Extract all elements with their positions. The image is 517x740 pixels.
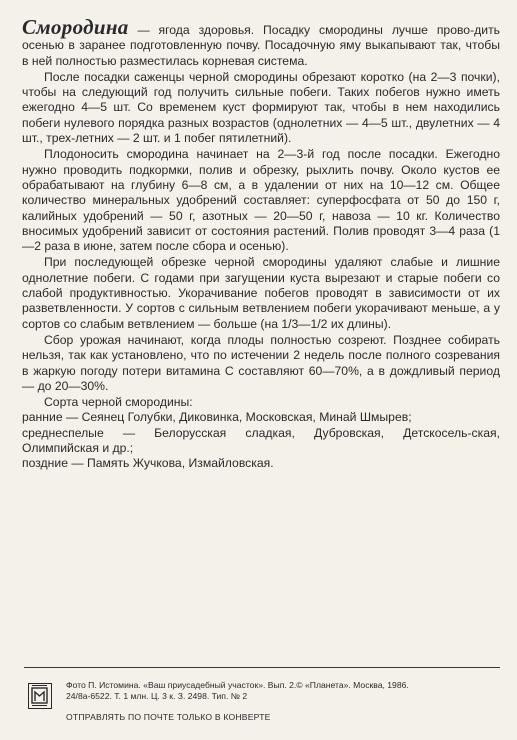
imprint-credits: Фото П. Истомина. «Ваш приусадебный участок». Вып. 2.© «Планета». Москва, 1986. — [66, 680, 409, 690]
article-title: Смородина — [22, 15, 129, 39]
intro-paragraph — [22, 15, 500, 69]
publisher-logo-icon — [28, 683, 52, 709]
mailing-notice: ОТПРАВЛЯТЬ ПО ПОЧТЕ ТОЛЬКО В КОНВЕРТЕ — [66, 712, 271, 722]
variety-mid: среднеспелые — Белорусская сладкая, Дубровская, Детскосель-ская, Олимпийская и др.; — [22, 425, 500, 456]
varieties-list — [22, 410, 500, 471]
imprint-print-data: 24/8а-6522. Т. 1 млн. Ц. 3 к. З. 2498. Тип. № 2 — [66, 691, 248, 701]
intro-text: — ягода здоровья. Посадку смородины лучше прово-дить осенью в заранее подготовленную почву. Посадочную яму выкапывают так, чтобы в ней полностью разместилась корневая система. — [22, 23, 500, 68]
paragraph-fruiting: Плодоносить смородина начинает на 2—3-й год после посадки. Ежегодно нужно проводить подкормки, полив и обрезку, рыхлить почву. Около кустов ее обрабатывают на глубину 6—8 см, а в удалении от них на 10—12 см. Общее количество минеральных удобрений составляет: суперфосфата от 50 до 150 г, калийных удобрений — 50 г, азотных — 20—50 г, навоза — 10 кг. Количество вносимых удобрений зависит от состояния растений. Полив проводят 3—4 раза (1—2 раза в июне, затем после сбора и осенью). — [22, 147, 500, 254]
divider-line — [24, 667, 500, 668]
varieties-heading: Сорта черной смородины: — [44, 395, 193, 410]
imprint — [66, 680, 496, 702]
paragraph-planting: После посадки саженцы черной смородины обрезают коротко (на 2—3 почки), чтобы на следующий год получить сильные побеги. Таких побегов нужно иметь ежегодно 4—5 шт. Со временем куст формируют так, чтобы в нем находились побеги нулевого порядка разных возрастов (однолетних — 4—5 шт., двулетних — 4 шт., трех-летних — 2 шт. и 1 побег пятилетний). — [22, 69, 500, 146]
article-text — [22, 15, 500, 472]
paragraph-harvest: Сбор урожая начинают, когда плоды полностью созреют. Позднее собирать нельзя, так как установлено, что по истечении 2 недель после полного созревания в жаркую погоду потери витамина С составляют 60—70%, а в дождливый период — до 20—30%. — [22, 332, 500, 393]
variety-late: поздние — Память Жучкова, Измайловская. — [22, 456, 274, 471]
paragraph-pruning: При последующей обрезке черной смородины удаляют слабые и лишние однолетние побеги. С годами при загущении куста вырезают и старые побеги со слабой продуктивностью. Укорачивание побегов проводят в зависимости от их разветвленности. У сортов с сильным ветвлением побеги укорачивают меньше, а у сортов со слабым ветвлением — больше (на 1/3—1/2 их длины). — [22, 255, 500, 331]
variety-early: ранние — Сеянец Голубки, Диковинка, Московская, Минай Шмырев; — [22, 410, 412, 425]
